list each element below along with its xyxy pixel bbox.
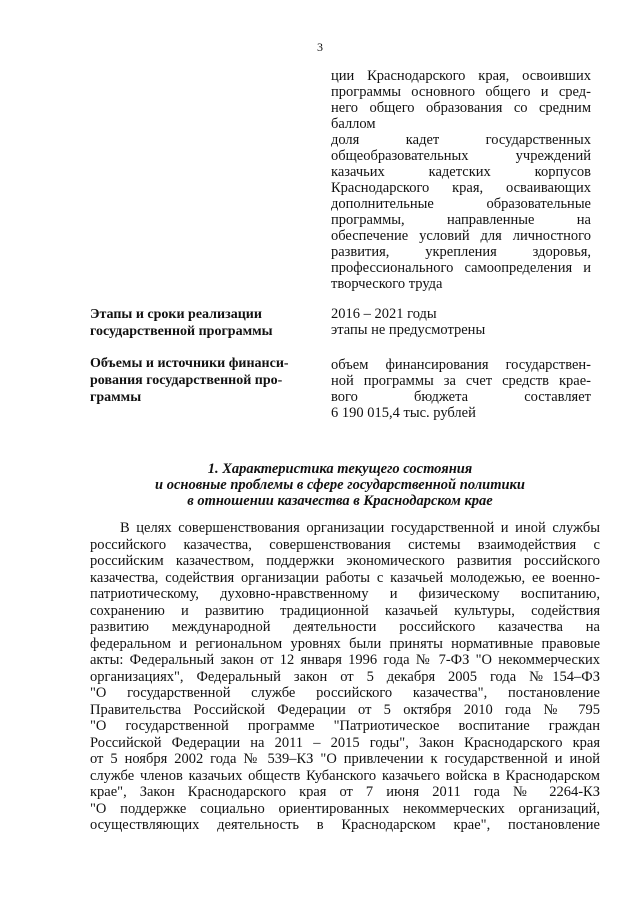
text-line: баллом — [331, 116, 376, 132]
page-number: 3 — [317, 40, 323, 54]
body-line: Правительства Российской Федерации от 5 октября 2010 года № 795 — [90, 701, 600, 718]
text-line: Краснодарского края, осваивающих — [331, 180, 591, 196]
body-line: российского казачества, совершенствования системы взаимодействия с — [90, 536, 600, 553]
body-line: "О государственной службе российского казачества", постановление — [90, 685, 600, 701]
text-line: профессионального самоопределения и — [331, 260, 591, 276]
body-line: организациях", Федеральный закон от 5 декабря 2005 года №154–ФЗ — [90, 668, 600, 685]
body-line: сохранению и развитию традиционной казачьей культуры, содействия — [90, 602, 600, 619]
body-paragraph — [90, 520, 600, 834]
text-line: него общего образования со средним — [331, 100, 591, 116]
text-line: казачьих кадетских корпусов — [331, 164, 591, 180]
body-line: службе членов казачьих обществ Кубанского казачьего войска в Краснодарском — [90, 767, 600, 784]
text-line: программы, направленные на — [331, 212, 591, 228]
body-line: осуществляющих деятельность в Краснодарском крае", постановление — [90, 817, 600, 833]
text-line: творческого труда — [331, 276, 443, 292]
body-line: патриотическому, духовно-нравственному и физическому воспитанию, — [90, 586, 600, 602]
body-line: развитию международной деятельности российского казачества на — [90, 619, 600, 635]
funding-value: объем финансирования государствен- ной программы за счет средств крае- вого бюджета составляет 6 190 015,4 тыс. рублей — [331, 357, 591, 421]
text-line: доля кадет государственных — [331, 132, 591, 148]
body-line: Российской Федерации на 2011 – 2015 годы", Закон Краснодарского края — [90, 734, 600, 751]
body-line: акты: Федеральный закон от 12 января 1996 года № 7-ФЗ "О некоммерческих — [90, 652, 600, 668]
body-line: "О поддержке социально ориентированных некоммерческих организаций, — [90, 800, 600, 817]
text-line: общеобразовательных учреждений — [331, 148, 591, 164]
body-line: казачества, содействия организации работы с казачьей молодежью, ее военно- — [90, 569, 600, 586]
target-indicators-block — [331, 68, 591, 292]
body-line: федеральном и региональном уровнях были приняты нормативные правовые — [90, 635, 600, 652]
body-line: В целях совершенствования организации государственной и иной службы — [120, 520, 600, 536]
body-line: российским казачеством, поддержки экономического развития российского — [90, 553, 600, 569]
section-heading: 1. Характеристика текущего состояния и основные проблемы в сфере государственной политики в отношении казачества в Краснодарском крае — [155, 461, 525, 509]
stages-label: Этапы и сроки реализации государственной программы — [90, 307, 273, 339]
stages-value: 2016 – 2021 годы этапы не предусмотрены — [331, 306, 486, 338]
text-line: ции Краснодарского края, освоивших — [331, 68, 591, 84]
text-line: развития, укрепления здоровья, — [331, 244, 591, 260]
funding-label: Объемы и источники финанси- рования государственной про- граммы — [90, 356, 289, 405]
text-line: дополнительные образовательные — [331, 196, 591, 212]
body-line: крае", Закон Краснодарского края от 7 июня 2011 года № 2264-КЗ — [90, 784, 600, 800]
text-line: программы основного общего и сред- — [331, 84, 591, 100]
body-line: от 5 ноября 2002 года № 539–КЗ "О привлечении к государственной и иной — [90, 751, 600, 767]
body-line: "О государственной программе "Патриотическое воспитание граждан — [90, 718, 600, 734]
text-line: обеспечение условий для личностного — [331, 228, 591, 244]
